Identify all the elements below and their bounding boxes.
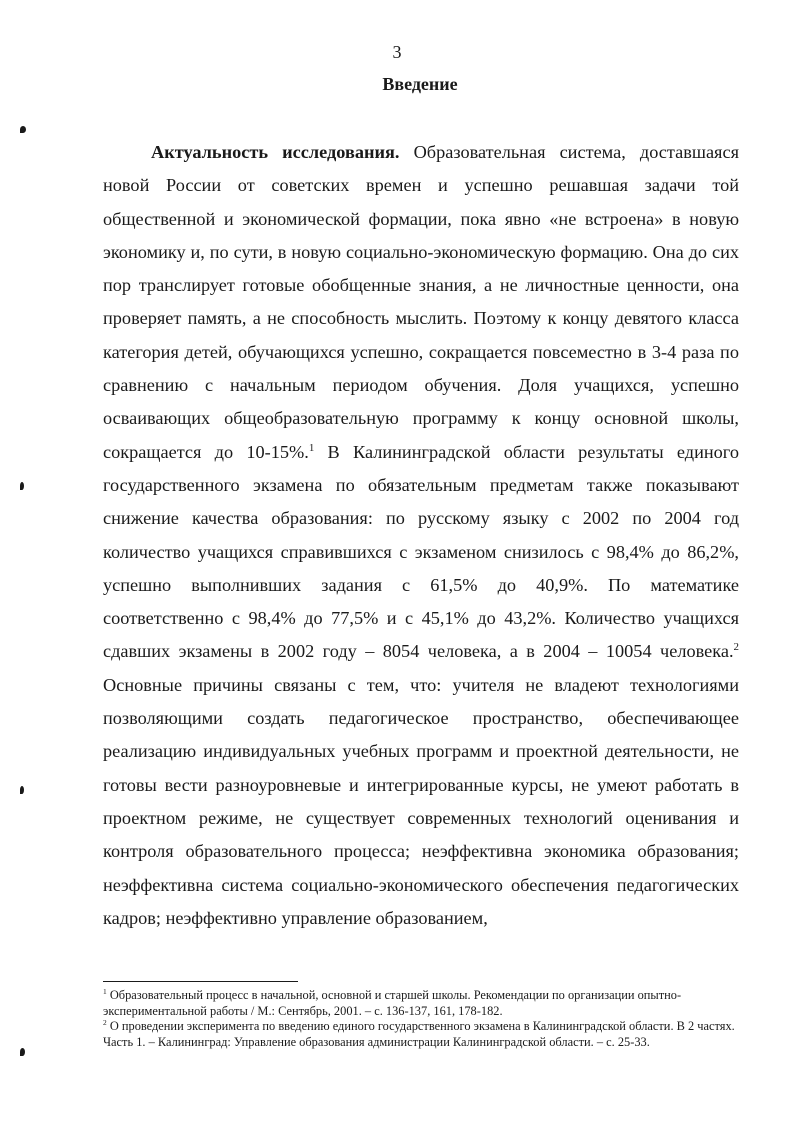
- intro-paragraph: [103, 136, 739, 935]
- paragraph-text-1: Образовательная система, доставшаяся новой России от советских времен и успешно решавшая задачи той общественной и экономической формации, пока явно «не встроена» в новую экономику и, по сути, в новую социально-экономическую формацию. Она до сих пор транслирует готовые обобщенные знания, а не личностные ценности, она проверяет память, а не способность мыслить. Поэтому к концу девятого класса категория детей, обучающихся успешно, сокращается повсеместно в 3-4 раза по сравнению с начальным периодом обучения. Доля учащихся, успешно осваивающих общеобразовательную программу к концу основной школы, сокращается до 10-15%.: [103, 142, 739, 462]
- footnote-text-1: Образовательный процесс в начальной, основной и старшей школы. Рекомендации по организации опытно-экспериментальной работы / М.: Сентябрь, 2001. – с. 136-137, 161, 178-182.: [103, 988, 682, 1018]
- section-title: Введение: [382, 74, 458, 94]
- footnote-2: [103, 1019, 739, 1050]
- binding-hole-mark-3: [20, 786, 24, 794]
- footnote-marker-2: 2: [103, 1018, 107, 1028]
- binding-hole-mark-1: [20, 126, 26, 133]
- footnotes: [103, 988, 739, 1051]
- footnote-ref-1: 1: [308, 441, 315, 454]
- lead-phrase: Актуальность исследования.: [151, 142, 400, 162]
- footnote-separator: [103, 981, 298, 982]
- paragraph-text-3: Основные причины связаны с тем, что: учителя не владеют технологиями позволяющими создать педагогическое пространство, обеспечивающее реализацию индивидуальных учебных программ и проектной деятельности, не готовы вести разноуровневые и интегрированные курсы, не умеют работать в проектном режиме, не существует современных технологий оценивания и контроля образовательного процесса; неэффективна экономика образования; неэффективна система социально-экономического обеспечения педагогических кадров; неэффективно управление образованием,: [103, 674, 739, 928]
- binding-hole-mark-2: [20, 482, 24, 490]
- footnote-1: [103, 988, 739, 1019]
- binding-hole-mark-4: [20, 1048, 25, 1056]
- footnote-text-2: О проведении эксперимента по введению единого государственного экзамена в Калининградской области. В 2 частях. Часть 1. – Калининград: Управление образования администрации Калининградской области. – с. 25-33.: [103, 1019, 735, 1050]
- footnote-ref-2: 2: [733, 641, 739, 654]
- page-number: 3: [392, 42, 402, 62]
- footnote-marker-1: 1: [103, 986, 107, 996]
- paragraph-text-2: В Калининградской области результаты единого государственного экзамена по обязательным предметам также показывают снижение качества образования: по русскому языку с 2002 по 2004 год количество учащихся справившихся с экзаменом снизилось с 98,4% до 86,2%, успешно выполнивших задания с 61,5% до 40,9%. По математике соответственно с 98,4% до 77,5% и с 45,1% до 43,2%. Количество учащихся сдавших экзамены в 2002 году – 8054 человека, а в 2004 – 10054 человека.: [103, 441, 739, 662]
